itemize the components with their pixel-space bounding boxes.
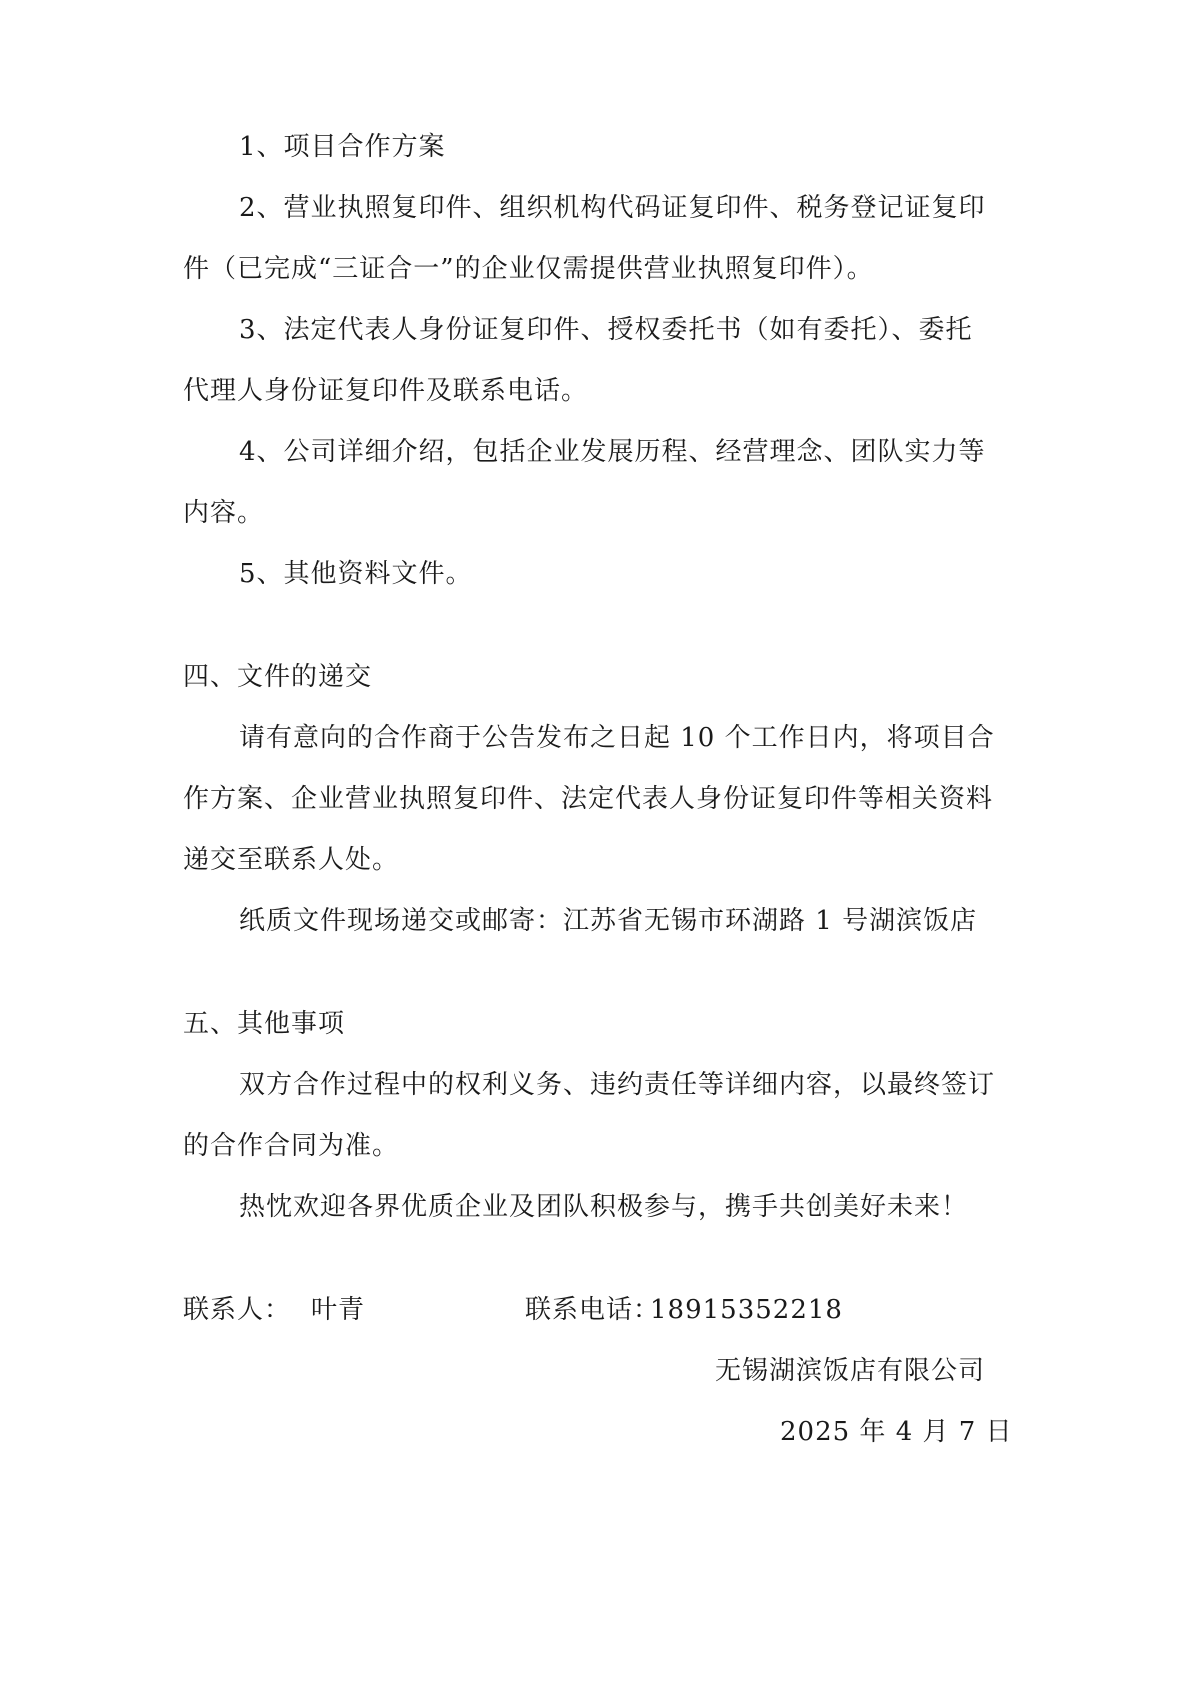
signature-date: 2025 年 4 月 7 日 bbox=[780, 1417, 1013, 1447]
section-5-paragraph-1-line-2: 的合作合同为准。 bbox=[183, 1131, 400, 1161]
contact-phone-value: 18915352218 bbox=[650, 1295, 843, 1325]
list-item-5: 5、其他资料文件。 bbox=[239, 559, 473, 589]
list-item-4-line-1: 4、公司详细介绍，包括企业发展历程、经营理念、团队实力等 bbox=[239, 437, 986, 467]
contact-person-label: 联系人： bbox=[183, 1295, 292, 1325]
signature-company: 无锡湖滨饭店有限公司 bbox=[715, 1356, 986, 1386]
section-5-paragraph-2: 热忱欢迎各界优质企业及团队积极参与，携手共创美好未来！ bbox=[239, 1192, 969, 1222]
list-item-1: 1、项目合作方案 bbox=[239, 132, 446, 162]
contact-phone-label: 联系电话： bbox=[525, 1295, 661, 1325]
list-item-2-line-2: 件（已完成“三证合一”的企业仅需提供营业执照复印件）。 bbox=[183, 254, 874, 284]
section-4-heading: 四、文件的递交 bbox=[183, 662, 373, 692]
list-item-3-line-2: 代理人身份证复印件及联系电话。 bbox=[183, 376, 589, 406]
contact-person-name: 叶青 bbox=[311, 1295, 366, 1325]
section-5-paragraph-1-line-1: 双方合作过程中的权利义务、违约责任等详细内容，以最终签订 bbox=[239, 1070, 996, 1100]
list-item-4-line-2: 内容。 bbox=[183, 498, 265, 528]
list-item-2-line-1: 2、营业执照复印件、组织机构代码证复印件、税务登记证复印 bbox=[239, 193, 986, 223]
section-4-paragraph-2: 纸质文件现场递交或邮寄：江苏省无锡市环湖路 1 号湖滨饭店 bbox=[239, 906, 978, 936]
section-5-heading: 五、其他事项 bbox=[183, 1009, 346, 1039]
list-item-3-line-1: 3、法定代表人身份证复印件、授权委托书（如有委托）、委托 bbox=[239, 315, 973, 345]
section-4-paragraph-1-line-1: 请有意向的合作商于公告发布之日起 10 个工作日内，将项目合 bbox=[239, 723, 995, 753]
section-4-paragraph-1-line-2: 作方案、企业营业执照复印件、法定代表人身份证复印件等相关资料 bbox=[183, 784, 994, 814]
section-4-paragraph-1-line-3: 递交至联系人处。 bbox=[183, 845, 400, 875]
